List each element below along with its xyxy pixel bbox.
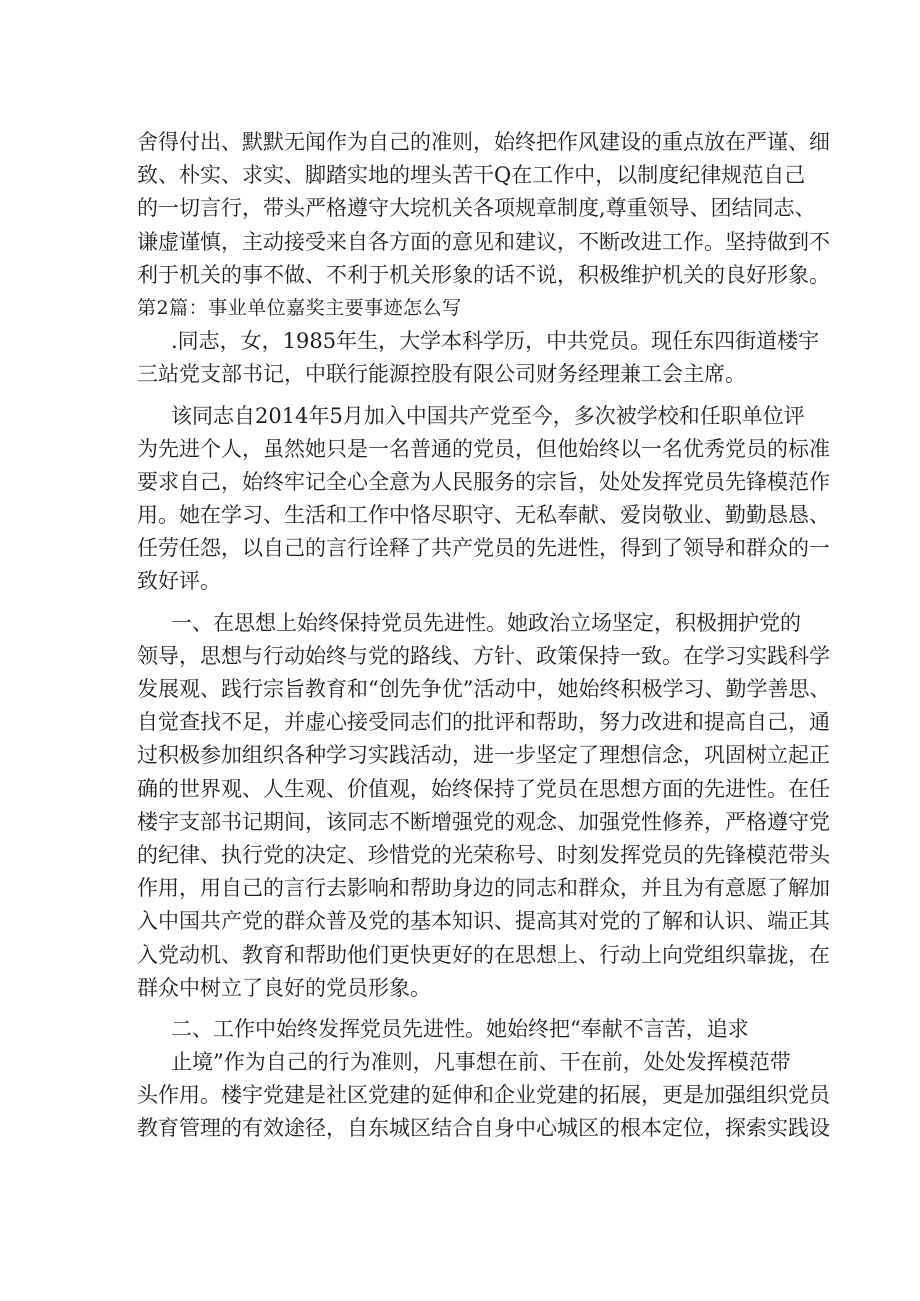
paragraph-1 bbox=[137, 126, 830, 292]
text-line: 的一切言行，带头严格遵守大垸机关各项规章制度,尊重领导、团结同志、 bbox=[137, 196, 816, 221]
paragraph-3 bbox=[137, 400, 830, 599]
text-line: 为先进个人，虽然她只是一名普通的党员，但他始终以一名优秀党员的标准 bbox=[137, 436, 830, 461]
paragraph-2 bbox=[137, 325, 820, 391]
text-line: 谦虚谨慎，主动接受来自各方面的意见和建议，不断改进工作。坚持做到不 bbox=[137, 229, 830, 254]
text-line: 楼宇支部书记期间，该同志不断增强党的观念、加强党性修养，严格遵守党 bbox=[137, 809, 830, 834]
text-line: 任劳任怨，以自己的言行诠释了共产党员的先进性，得到了领导和群众的一 bbox=[137, 536, 830, 561]
text-line: 教育管理的有效途径，自东城区结合自身中心城区的根本定位，探索实践设 bbox=[137, 1116, 830, 1141]
text-line: 群众中树立了良好的党员形象。 bbox=[137, 975, 431, 1000]
text-line: 致好评。 bbox=[137, 569, 221, 594]
paragraph-5 bbox=[137, 1013, 797, 1046]
text-line: 自觉查找不足，并虚心接受同志们的批评和帮助，努力改进和提高自己，通 bbox=[137, 710, 830, 735]
paragraph-gap bbox=[137, 392, 797, 400]
paragraph-gap bbox=[137, 599, 797, 607]
text-line: 止境”作为自己的行为准则，凡事想在前、干在前，处处发挥模范带 bbox=[171, 1050, 791, 1075]
text-line: 入党动机、教育和帮助他们更快更好的在思想上、行动上向党组织靠拢，在 bbox=[137, 942, 830, 967]
text-line: 入中国共产党的群众普及党的基本知识、提高其对党的了解和认识、端正其 bbox=[137, 909, 830, 934]
paragraph-4 bbox=[137, 607, 831, 1005]
text-line: 作用，用自己的言行去影响和帮助身边的同志和群众，并且为有意愿了解加 bbox=[137, 876, 830, 901]
text-line: 该同志自2014年5月加入中国共产党至今，多次被学校和任职单位评 bbox=[171, 403, 805, 428]
text-line: 确的世界观、人生观、价值观，始终保持了党员在思想方面的先进性。在任 bbox=[137, 776, 830, 801]
text-line: 致、朴实、求实、脚踏实地的埋头苦干Q在工作中，以制度纪律规范自己 bbox=[137, 163, 806, 188]
text-line: 用。她在学习、生活和工作中恪尽职守、无私奉献、爱岗敬业、勤勤恳恳、 bbox=[137, 503, 830, 528]
text-line: 二、工作中始终发挥党员先进性。她始终把“奉献不言苦，追求 bbox=[171, 1016, 749, 1041]
heading-line: 第2篇：事业单位嘉奖主要事迹怎么写 bbox=[137, 296, 462, 319]
text-line: 头作用。楼宇党建是社区党建的延伸和企业党建的拓展，更是加强组织党员 bbox=[137, 1083, 830, 1108]
paragraph-6 bbox=[137, 1046, 830, 1146]
text-line: 三站党支部书记，中联行能源控股有限公司财务经理兼工会主席。 bbox=[137, 362, 746, 387]
text-line: .同志，女，1985年生，大学本科学历，中共党员。现任东四街道楼宇 bbox=[171, 329, 820, 354]
text-line: 舍得付出、默默无闻作为自己的准则，始终把作风建设的重点放在严谨、细 bbox=[137, 130, 830, 154]
text-line: 一、在思想上始终保持党员先进性。她政治立场坚定，积极拥护党的 bbox=[171, 610, 801, 635]
text-line: 的纪律、执行党的决定、珍惜党的光荣称号、时刻发挥党员的先锋模范带头 bbox=[137, 842, 830, 867]
text-line: 要求自己，始终牢记全心全意为人民服务的宗旨，处处发挥党员先锋模范作 bbox=[137, 469, 830, 494]
text-line: 领导，思想与行动始终与党的路线、方针、政策保持一致。在学习实践科学 bbox=[137, 643, 830, 668]
section-heading bbox=[137, 292, 797, 325]
text-line: 发展观、践行宗旨教育和“创先争优”活动中，她始终积极学习、勤学善思、 bbox=[137, 677, 831, 701]
text-line: 过积极参加组织各种学习实践活动，进一步坚定了理想信念，巩固树立起正 bbox=[137, 743, 830, 768]
text-line: 利于机关的事不做、不利于机关形象的话不说，积极维护机关的良好形象。 bbox=[137, 262, 830, 287]
document-body bbox=[137, 126, 831, 1146]
paragraph-gap bbox=[137, 1005, 797, 1013]
